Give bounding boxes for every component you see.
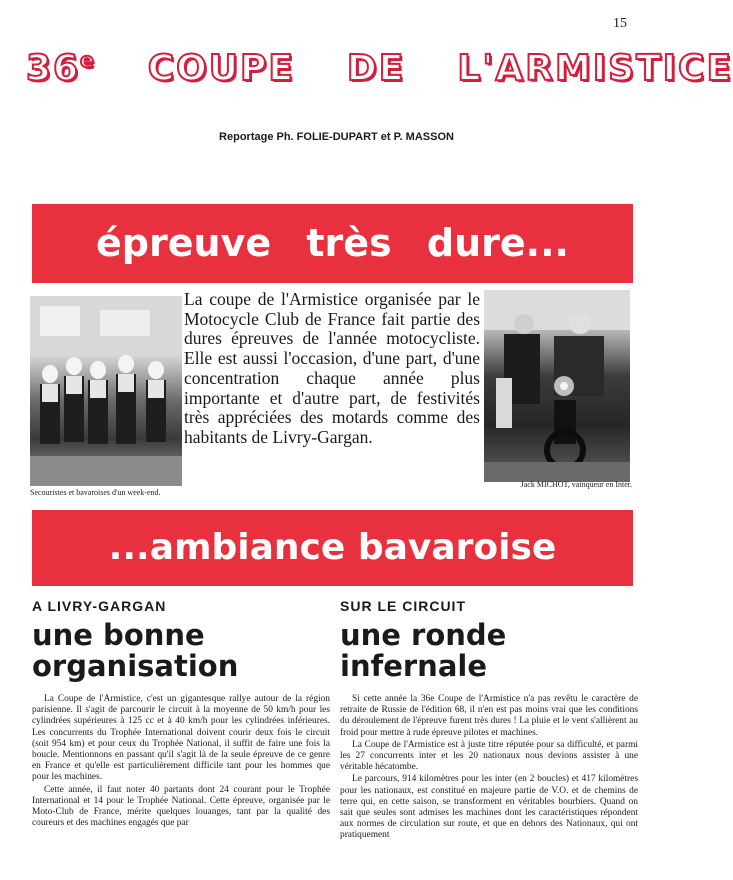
title-word-armistice: L'ARMISTICE (457, 48, 733, 89)
title-number: 36 (26, 48, 81, 89)
paragraph: La Coupe de l'Armistice est à juste titre réputée pour sa difficulté, et parmi les 27 concurrents inter et les 20 nationaux nous devions assister à une véritable hécatombe. (340, 739, 638, 773)
title-number-sup: e (80, 48, 96, 72)
caption-left: Secouristes et bavaroises d'un week-end. (30, 488, 161, 497)
paragraph: Cette année, il faut noter 40 partants dont 24 courant pour le Trophée International et 14 pour le Trophée National. Cette épreuve, organisée par le Moto-Club de France, mérite quelques louanges, tant par la qualité des coureurs et des machines engagés que par (32, 784, 330, 829)
section-headline-right: une ronde infernale (340, 618, 507, 683)
photo-motorcyclist-figures (484, 290, 630, 482)
paragraph: La Coupe de l'Armistice, c'est un gigantesque rallye autour de la région parisienne. Il s'agit de parcourir le circuit à la moyenne de 50 km/h pour les cylindrées supérieures à 125 cc et à 40 km/h pour les cylindrées inférieures. Les concurrents du Trophée International doivent courir deux fois le circuit (soit 954 km) et pour ceux du Trophée National, il suffit de faire une fois la boucle. Mentionnons en passant qu'il s'agit là de la seule épreuve de ce genre en France et qu'elle est particulièrement difficile tant pour les hommes que pour les machines. (32, 694, 330, 783)
intro-paragraph: La coupe de l'Armistice organisée par le Motocycle Club de France fait partie des dures épreuves de l'année motocycliste. Elle est aussi l'occasion, d'une part, d'une concentration chaque année plus importante et d'autre part, de festivités très appréciées des motards comme des habitants de Livry-Gargan. (184, 289, 480, 447)
caption-right: Jack MICHOT, vainqueur en Inter. (520, 480, 632, 489)
paragraph: Le parcours, 914 kilomètres pour les inter (en 2 boucles) et 417 kilomètres pour les nationaux, est constitué en majeure partie de V.O. et de chemins de terre qui, en cette saison, se transforment en véritables bourbiers. Quand on sait que seules sont admises les machines dont les caractéristiques répondent aux normes de circulation sur route, et que en dehors des Nationaux, qui ont pratiquement (340, 774, 638, 841)
article-column-left (32, 694, 330, 830)
page-title (26, 48, 733, 92)
section-kicker-left: A LIVRY-GARGAN (32, 598, 167, 614)
title-word-coupe: COUPE (147, 48, 295, 89)
title-word-de: DE (346, 48, 406, 89)
photo-first-aiders (30, 296, 182, 486)
section-headline-left: une bonne organisation (32, 618, 239, 683)
section-kicker-right: SUR LE CIRCUIT (340, 598, 466, 614)
banner-bottom: ...ambiance bavaroise (32, 510, 633, 586)
photo-motorcyclist (484, 290, 630, 482)
paragraph: Si cette année la 36e Coupe de l'Armistice n'a pas revêtu le caractère de retraite de Russie de l'édition 68, il n'en est pas moins vrai que les conditions du déroulement de l'épreuve furent très dures ! La pluie et le vent s'allièrent au froid pour mettre à rude épreuve pilotes et machines. (340, 694, 638, 738)
photo-first-aiders-figures (30, 296, 182, 486)
article-column-right (340, 694, 638, 843)
page-number: 15 (613, 16, 627, 31)
banner-top: épreuve très dure... (32, 204, 633, 283)
byline: Reportage Ph. FOLIE-DUPART et P. MASSON (219, 131, 454, 143)
